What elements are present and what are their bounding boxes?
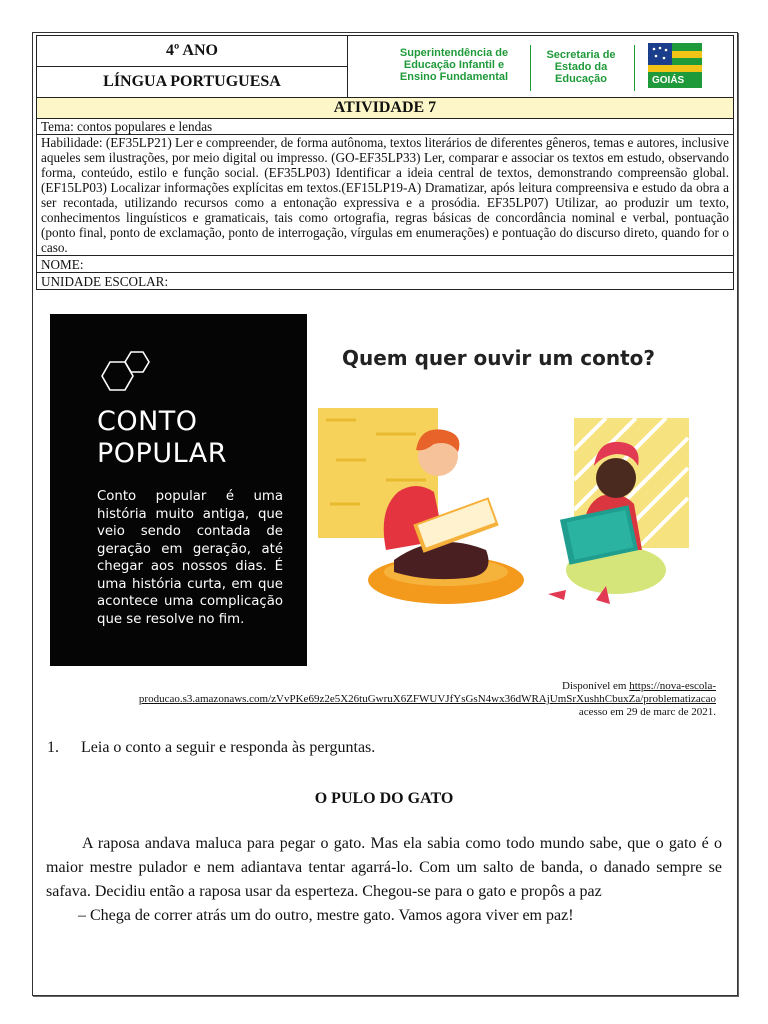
question-1: 1. Leia o conto a seguir e responda às perguntas.	[47, 739, 376, 756]
poster-title: CONTO POPULAR	[97, 406, 227, 469]
grade-cell: 4º ANO	[37, 36, 348, 67]
goias-logo-text: GOIÁS	[652, 74, 685, 86]
source-citation: Disponível em https://nova-escola- producao.s3.amazonaws.com/zVvPKe69z2e5X26tuGwruX6ZFWUVJfYsGsN4wx36dWRAjUmSrXushhCbuxZa/problematizacao acesso em 29 de marc de 2021.	[96, 680, 716, 719]
theme-row: Tema: contos populares e lendas	[37, 119, 734, 135]
name-field[interactable]: NOME:	[37, 256, 734, 273]
source-link-2[interactable]: producao.s3.amazonaws.com/zVvPKe69z2e5X26tuGwruX6ZFWUVJfYsGsN4wx36dWRAjUmSrXushhCbuxZa/problematizacao	[138, 693, 716, 705]
goias-logo	[646, 41, 706, 93]
logos-cell	[348, 36, 734, 98]
illustration-title: Quem quer ouvir um conto?	[342, 346, 656, 370]
story-text	[46, 832, 722, 928]
superintendencia-logo: Superintendência de Educação Infantil e Ensino Fundamental	[399, 46, 509, 83]
logo-divider-2	[634, 45, 635, 91]
story-paragraph: A raposa andava maluca para pegar o gato. Mas ela sabia como todo mundo sabe, que o gato é o maior mestre pulador e nem adiantava tentar agarrá-lo. Com um salto de banda, o danado sempre se safava. Decidiu então a raposa usar da esperteza. Chegou-se para o gato e propôs a paz	[46, 835, 722, 900]
subject-cell: LÍNGUA PORTUGUESA	[37, 67, 348, 98]
header-table	[36, 35, 734, 290]
story-title: O PULO DO GATO	[314, 790, 454, 807]
skills-row: Habilidade: (EF35LP21) Ler e compreender, de forma autônoma, textos literários de diferentes gêneros, temas e autores, inclusive aqueles sem ilustrações, por meio digital ou impresso. (GO-EF35LP33) Ler, comparar e associar os textos em estudo, observando forma, conteúdo, estilo e função social. (EF35LP03) Identificar a ideia central de textos, demonstrando compreensão global. (EF15LP03) Localizar informações explícitas em textos.(EF15LP19-A) Dramatizar, após leitura compreensiva e estudo da obra a ser recontada, utilizando recursos como a entonação expressiva e a prosódia. EF35LP07) Utilizar, ao produzir um texto, conhecimentos linguísticos e gramaticais, tais como ortografia, regras básicas de concordância nominal e verbal, pontuação (ponto final, ponto de exclamação, ponto de interrogação, vírgulas em enumerações) e pontuação do discurso direto, quando for o caso.	[37, 135, 734, 256]
story-paragraph: – Chega de correr atrás um do outro, mestre gato. Vamos agora viver em paz!	[78, 907, 574, 924]
conto-popular-poster	[50, 314, 307, 666]
school-field[interactable]: UNIDADE ESCOLAR:	[37, 273, 734, 290]
activity-title: ATIVIDADE 7	[37, 98, 734, 119]
source-link-1[interactable]: https://nova-escola-	[629, 680, 716, 692]
children-reading-illustration	[316, 400, 706, 610]
hexagon-icon	[92, 348, 160, 396]
secretaria-logo: Secretaria de Estado da Educação	[546, 48, 616, 85]
poster-description: Conto popular é uma história muito antiga, que veio sendo contada de geração em geração, até chegar aos nossos dias. É uma história curta, em que acontece uma complicação que se resolve no fim.	[97, 489, 283, 627]
logo-divider	[530, 45, 531, 91]
